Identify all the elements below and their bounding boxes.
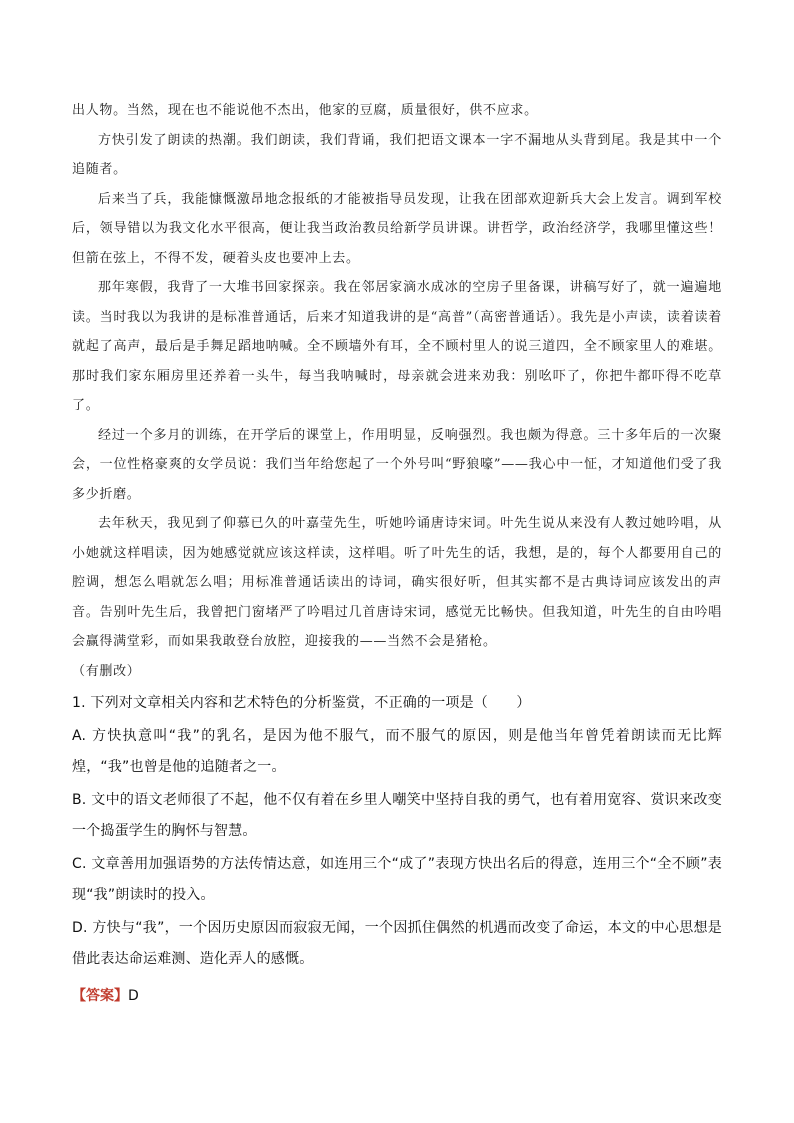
option-c: C. 文章善用加强语势的方法传情达意，如连用三个“成了”表现方快出名后的得意，连用三个“全不顾”表现“我”朗读时的投入。	[72, 856, 722, 903]
answer-label: 【答案】	[72, 988, 128, 1004]
passage-paragraph: 去年秋天，我见到了仰慕已久的叶嘉莹先生，听她吟诵唐诗宋词。叶先生说从来没有人教过她吟唱，从小她就这样唱读，因为她感觉就应该这样读，这样唱。听了叶先生的话，我想，是的，每个人都要用自己的腔调，想怎么唱就怎么唱；用标准普通话读出的诗词，确实很好听，但其实都不是古典诗词应该发出的声音。告别叶先生后，我曾把门窗堵严了吟唱过几首唐诗宋词，感觉无比畅快。但我知道，叶先生的自由吟唱会赢得满堂彩，而如果我敢登台放腔，迎接我的——当然不会是猪枪。	[72, 516, 722, 649]
passage	[72, 96, 722, 686]
option-a: A. 方快执意叫“我”的乳名，是因为他不服气，而不服气的原因，则是他当年曾凭着朗读而无比辉煌，“我”也曾是他的追随者之一。	[72, 728, 722, 775]
source-note: （有删改）	[72, 663, 141, 679]
option-b: B. 文中的语文老师很了不起，他不仅有着在乡里人嘲笑中坚持自我的勇气，也有着用宽容、赏识来改变一个捣蛋学生的胸怀与智慧。	[72, 792, 722, 839]
passage-paragraph: 经过一个多月的训练，在开学后的课堂上，作用明显，反响强烈。我也颇为得意。三十多年后的一次聚会，一位性格豪爽的女学员说：我们当年给您起了一个外号叫“野狼嚎”——我心中一怔，才知道他们受了我多少折磨。	[72, 427, 722, 502]
question-block	[72, 688, 722, 975]
question-stem: 1. 下列对文章相关内容和艺术特色的分析鉴赏，不正确的一项是（ ）	[72, 695, 531, 711]
option-d: D. 方快与“我”，一个因历史原因而寂寂无闻，一个因抓住偶然的机遇而改变了命运，本文的中心思想是借此表达命运难测、造化弄人的感慨。	[72, 920, 722, 967]
passage-paragraph: 那年寒假，我背了一大堆书回家探亲。我在邻居家滴水成冰的空房子里备课，讲稿写好了，就一遍遍地读。当时我以为我讲的是标准普通话，后来才知道我讲的是“高普”（高密普通话）。我先是小声读，读着读着就起了高声，最后是手舞足蹈地呐喊。全不顾墙外有耳，全不顾村里人的说三道四，全不顾家里人的难堪。那时我们家东厢房里还养着一头牛，每当我呐喊时，母亲就会进来劝我：别吆吓了，你把牛都吓得不吃草了。	[72, 280, 722, 413]
document-page	[72, 96, 722, 1011]
passage-paragraph: 方快引发了朗读的热潮。我们朗读，我们背诵，我们把语文课本一字不漏地从头背到尾。我是其中一个追随者。	[72, 132, 722, 177]
passage-paragraph: 出人物。当然，现在也不能说他不杰出，他家的豆腐，质量很好，供不应求。	[72, 103, 538, 118]
answer-line	[72, 981, 722, 1011]
answer-value: D	[128, 988, 139, 1004]
passage-paragraph: 后来当了兵，我能慷慨激昂地念报纸的才能被指导员发现，让我在团部欢迎新兵大会上发言。调到军校后，领导错以为我文化水平很高，便让我当政治教员给新学员讲课。讲哲学，政治经济学，我哪里懂这些！但箭在弦上，不得不发，硬着头皮也要冲上去。	[72, 191, 722, 266]
